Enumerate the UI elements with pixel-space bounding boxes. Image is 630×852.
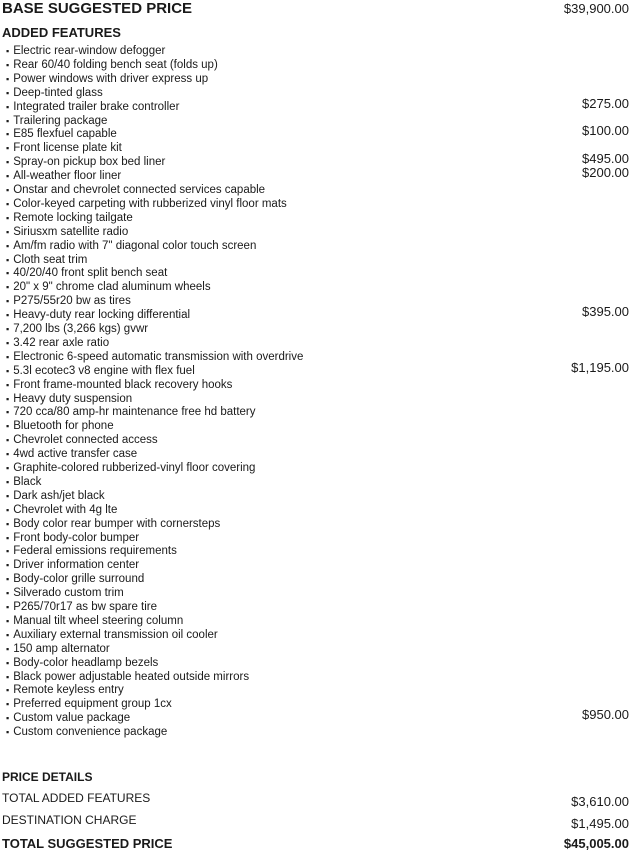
feature-label: ▪ Trailering package (6, 114, 107, 128)
feature-row (2, 183, 629, 197)
feature-label: ▪ Front frame-mounted black recovery hooks (6, 378, 232, 392)
feature-label: ▪ 3.42 rear axle ratio (6, 336, 109, 350)
feature-label: ▪ Chevrolet connected access (6, 433, 158, 447)
feature-label: ▪ Bluetooth for phone (6, 419, 114, 433)
feature-price: $275.00 (582, 95, 629, 111)
base-price-value: $39,900.00 (563, 1, 629, 16)
feature-label: ▪ P275/55r20 bw as tires (6, 294, 131, 308)
feature-label: ▪ All-weather floor liner (6, 169, 121, 183)
feature-row (2, 475, 629, 489)
feature-row (2, 44, 629, 58)
feature-label: ▪ Onstar and chevrolet connected services capable (6, 183, 265, 197)
feature-row (2, 141, 629, 155)
feature-row (2, 225, 629, 239)
feature-label: ▪ Am/fm radio with 7" diagonal color touch screen (6, 239, 256, 253)
feature-row (2, 707, 629, 725)
feature-row (2, 266, 629, 280)
feature-label: ▪ Electronic 6-speed automatic transmission with overdrive (6, 350, 303, 364)
feature-label: ▪ 720 cca/80 amp-hr maintenance free hd battery (6, 405, 255, 419)
feature-row (2, 350, 629, 364)
destination-charge-label: DESTINATION CHARGE (2, 813, 137, 827)
feature-row (2, 670, 629, 684)
feature-row (2, 58, 629, 72)
feature-label: ▪ Auxiliary external transmission oil cooler (6, 628, 218, 642)
feature-label: ▪ Front body-color bumper (6, 531, 139, 545)
feature-price: $200.00 (582, 165, 629, 181)
total-suggested-price-label: TOTAL SUGGESTED PRICE (2, 836, 173, 851)
feature-row (2, 642, 629, 656)
feature-label: ▪ Color-keyed carpeting with rubberized vinyl floor mats (6, 197, 287, 211)
feature-row (2, 517, 629, 531)
feature-label: ▪ Black power adjustable heated outside mirrors (6, 670, 249, 684)
feature-row (2, 95, 629, 114)
destination-charge-row (2, 812, 629, 832)
feature-label: ▪ 150 amp alternator (6, 642, 110, 656)
feature-label: ▪ Graphite-colored rubberized-vinyl floor covering (6, 461, 255, 475)
feature-price: $395.00 (582, 304, 629, 320)
feature-row (2, 725, 629, 739)
added-features-heading: ADDED FEATURES (2, 25, 121, 40)
feature-label: ▪ Federal emissions requirements (6, 544, 177, 558)
feature-row (2, 656, 629, 670)
feature-row (2, 114, 629, 128)
feature-row (2, 304, 629, 322)
feature-label: ▪ Body-color grille surround (6, 572, 144, 586)
feature-label: ▪ Rear 60/40 folding bench seat (folds up) (6, 58, 218, 72)
feature-label: ▪ Power windows with driver express up (6, 72, 208, 86)
feature-label: ▪ E85 flexfuel capable (6, 127, 117, 141)
total-added-features-label: TOTAL ADDED FEATURES (2, 791, 151, 805)
feature-row (2, 628, 629, 642)
feature-row (2, 600, 629, 614)
total-suggested-price-value: $45,005.00 (563, 836, 629, 851)
feature-label: ▪ Remote keyless entry (6, 683, 124, 697)
feature-label: ▪ Front license plate kit (6, 141, 122, 155)
feature-row (2, 165, 629, 183)
feature-label: ▪ Dark ash/jet black (6, 489, 105, 503)
feature-label: ▪ Remote locking tailgate (6, 211, 133, 225)
feature-row (2, 72, 629, 86)
feature-row (2, 531, 629, 545)
feature-row (2, 253, 629, 267)
total-added-features-value: $3,610.00 (571, 794, 629, 809)
feature-label: ▪ Custom value package (6, 711, 130, 725)
feature-label: ▪ 20" x 9" chrome clad aluminum wheels (6, 280, 211, 294)
feature-row (2, 489, 629, 503)
feature-row (2, 392, 629, 406)
feature-price: $1,195.00 (571, 359, 629, 375)
feature-row (2, 86, 629, 100)
feature-row (2, 239, 629, 253)
feature-row (2, 123, 629, 141)
feature-row (2, 359, 629, 378)
feature-label: ▪ P265/70r17 as bw spare tire (6, 600, 157, 614)
feature-label: ▪ Manual tilt wheel steering column (6, 614, 183, 628)
feature-row (2, 572, 629, 586)
feature-label: ▪ 7,200 lbs (3,266 kgs) gvwr (6, 322, 148, 336)
feature-label: ▪ Body color rear bumper with cornersteps (6, 517, 220, 531)
feature-row (2, 614, 629, 628)
feature-row (2, 378, 629, 392)
feature-row (2, 197, 629, 211)
feature-row (2, 405, 629, 419)
feature-row (2, 419, 629, 433)
total-added-features-row (2, 790, 629, 810)
feature-label: ▪ Cloth seat trim (6, 253, 87, 267)
feature-row (2, 151, 629, 169)
feature-label: ▪ Black (6, 475, 41, 489)
feature-row (2, 211, 629, 225)
feature-row (2, 433, 629, 447)
feature-row (2, 558, 629, 572)
feature-label: ▪ Integrated trailer brake controller (6, 100, 179, 114)
feature-label: ▪ Driver information center (6, 558, 139, 572)
feature-price: $100.00 (582, 123, 629, 139)
feature-row (2, 294, 629, 308)
feature-row (2, 461, 629, 475)
base-price-row (2, 0, 629, 18)
feature-label: ▪ Silverado custom trim (6, 586, 124, 600)
feature-row (2, 683, 629, 697)
feature-row (2, 503, 629, 517)
feature-label: ▪ Spray-on pickup box bed liner (6, 155, 165, 169)
feature-label: ▪ 5.3l ecotec3 v8 engine with flex fuel (6, 364, 195, 378)
feature-row (2, 586, 629, 600)
feature-label: ▪ Electric rear-window defogger (6, 44, 165, 58)
feature-label: ▪ Preferred equipment group 1cx (6, 697, 172, 711)
feature-row (2, 322, 629, 336)
feature-label: ▪ Siriusxm satellite radio (6, 225, 128, 239)
features-list (2, 44, 629, 756)
feature-row (2, 544, 629, 558)
feature-label: ▪ Chevrolet with 4g lte (6, 503, 117, 517)
feature-price: $495.00 (582, 151, 629, 167)
feature-label: ▪ Body-color headlamp bezels (6, 656, 158, 670)
feature-label: ▪ Custom convenience package (6, 725, 167, 739)
feature-row (2, 280, 629, 294)
feature-label: ▪ 4wd active transfer case (6, 447, 137, 461)
destination-charge-value: $1,495.00 (571, 816, 629, 831)
base-price-label: BASE SUGGESTED PRICE (2, 0, 193, 17)
feature-row (2, 697, 629, 711)
feature-label: ▪ Heavy-duty rear locking differential (6, 308, 190, 322)
price-details-heading: PRICE DETAILS (2, 770, 93, 784)
feature-label: ▪ Heavy duty suspension (6, 392, 132, 406)
feature-price: $950.00 (582, 707, 629, 723)
feature-row (2, 336, 629, 350)
feature-label: ▪ 40/20/40 front split bench seat (6, 266, 167, 280)
feature-label: ▪ Deep-tinted glass (6, 86, 103, 100)
feature-row (2, 447, 629, 461)
